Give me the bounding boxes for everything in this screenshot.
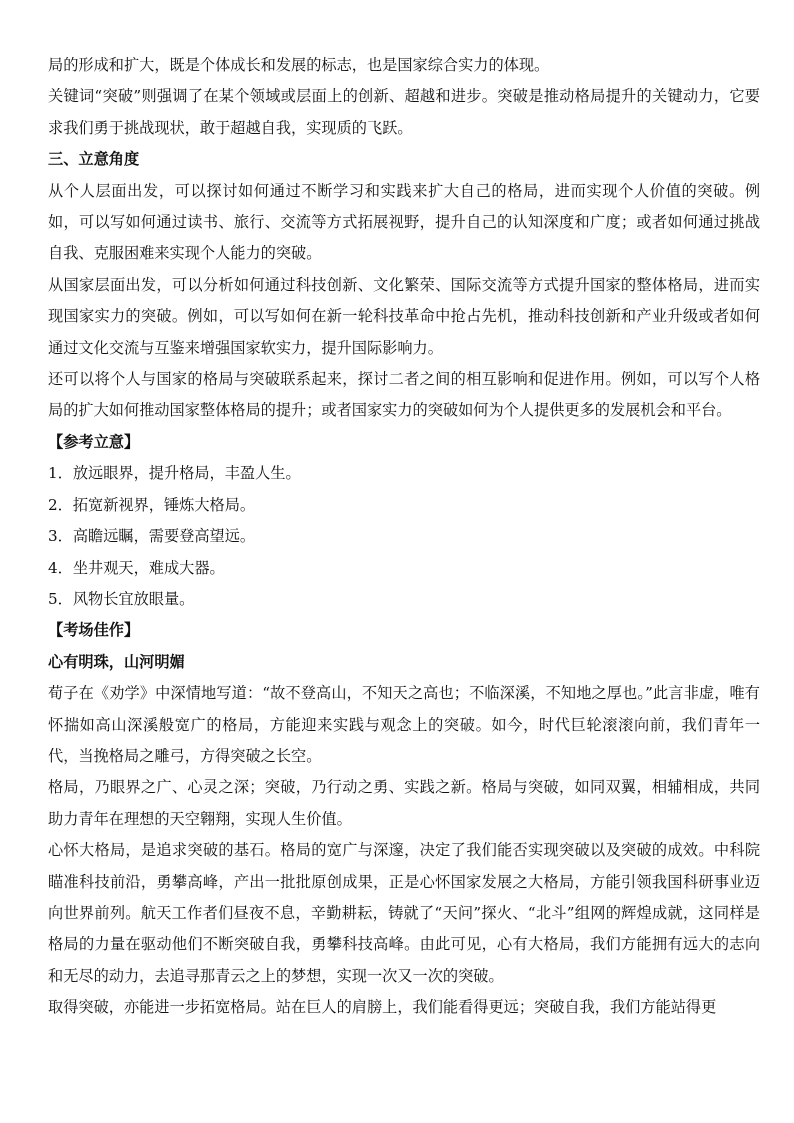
paragraph-1: 局的形成和扩大，既是个体成长和发展的标志，也是国家综合实力的体现。 (48, 56, 550, 74)
essay-section-heading: 【考场佳作】 (48, 621, 140, 640)
list-item: 1．放远眼界，提升格局，丰盈人生。 (48, 464, 301, 483)
reference-heading: 【参考立意】 (48, 432, 140, 451)
essay-title: 心有明珠，山河明媚 (48, 652, 185, 671)
list-item: 2．拓宽新视界，锤炼大格局。 (48, 495, 256, 514)
essay-paragraph-3: 心怀大格局，是追求突破的基石。格局的宽广与深邃，决定了我们能否实现突破以及突破的成效。中科院瞄准科技前沿，勇攀高峰，产出一批批原创成果，正是心怀国家发展之大格局，方能引领我国科研事业迈向世界前列。航天工作者们昼夜不息，辛勤耕耘，铸就了“天问”探火、“北斗”组网的辉煌成就，这同样是格局的力量在驱动他们不断突破自我，勇攀科技高峰。由此可见，心有大格局，我们方能拥有远大的志向和无尽的动力，去追寻那青云之上的梦想，实现一次又一次的突破。 (48, 841, 760, 985)
section-heading: 三、立意角度 (48, 150, 140, 169)
paragraph-2: 关键词“突破”则强调了在某个领域或层面上的创新、超越和进步。突破是推动格局提升的关键动力，它要求我们勇于挑战现状，敢于超越自我，实现质的飞跃。 (48, 87, 760, 137)
essay-paragraph-4: 取得突破，亦能进一步拓宽格局。站在巨人的肩膀上，我们能看得更远；突破自我，我们方能站得更 (48, 998, 717, 1017)
document-page (48, 50, 760, 1024)
paragraph-3: 从个人层面出发，可以探讨如何通过不断学习和实践来扩大自己的格局，进而实现个人价值的突破。例如，可以写如何通过读书、旅行、交流等方式拓展视野，提升自己的认知深度和广度；或者如何通过挑战自我、克服困难来实现个人能力的突破。 (48, 181, 760, 263)
paragraph-5: 还可以将个人与国家的格局与突破联系起来，探讨二者之间的相互影响和促进作用。例如，可以写个人格局的扩大如何推动国家整体格局的提升；或者国家实力的突破如何为个人提供更多的发展机会和平台。 (48, 370, 760, 420)
essay-paragraph-1: 荀子在《劝学》中深情地写道：“故不登高山，不知天之高也；不临深溪，不知地之厚也。”此言非虚，唯有怀揣如高山深溪般宽广的格局，方能迎来实践与观念上的突破。如今，时代巨轮滚滚向前，我们青年一代，当挽格局之雕弓，方得突破之长空。 (48, 684, 760, 765)
list-item: 5．风物长宜放眼量。 (48, 589, 195, 608)
essay-paragraph-2: 格局，乃眼界之广、心灵之深；突破，乃行动之勇、实践之新。格局与突破，如同双翼，相辅相成，共同助力青年在理想的天空翱翔，实现人生价值。 (48, 778, 760, 828)
list-item: 4．坐井观天，难成大器。 (48, 558, 225, 577)
list-item: 3．高瞻远瞩，需要登高望远。 (48, 527, 256, 546)
paragraph-4: 从国家层面出发，可以分析如何通过科技创新、文化繁荣、国际交流等方式提升国家的整体格局，进而实现国家实力的突破。例如，可以写如何在新一轮科技革命中抢占先机，推动科技创新和产业升级或者如何通过文化交流与互鉴来增强国家软实力，提升国际影响力。 (48, 275, 760, 357)
